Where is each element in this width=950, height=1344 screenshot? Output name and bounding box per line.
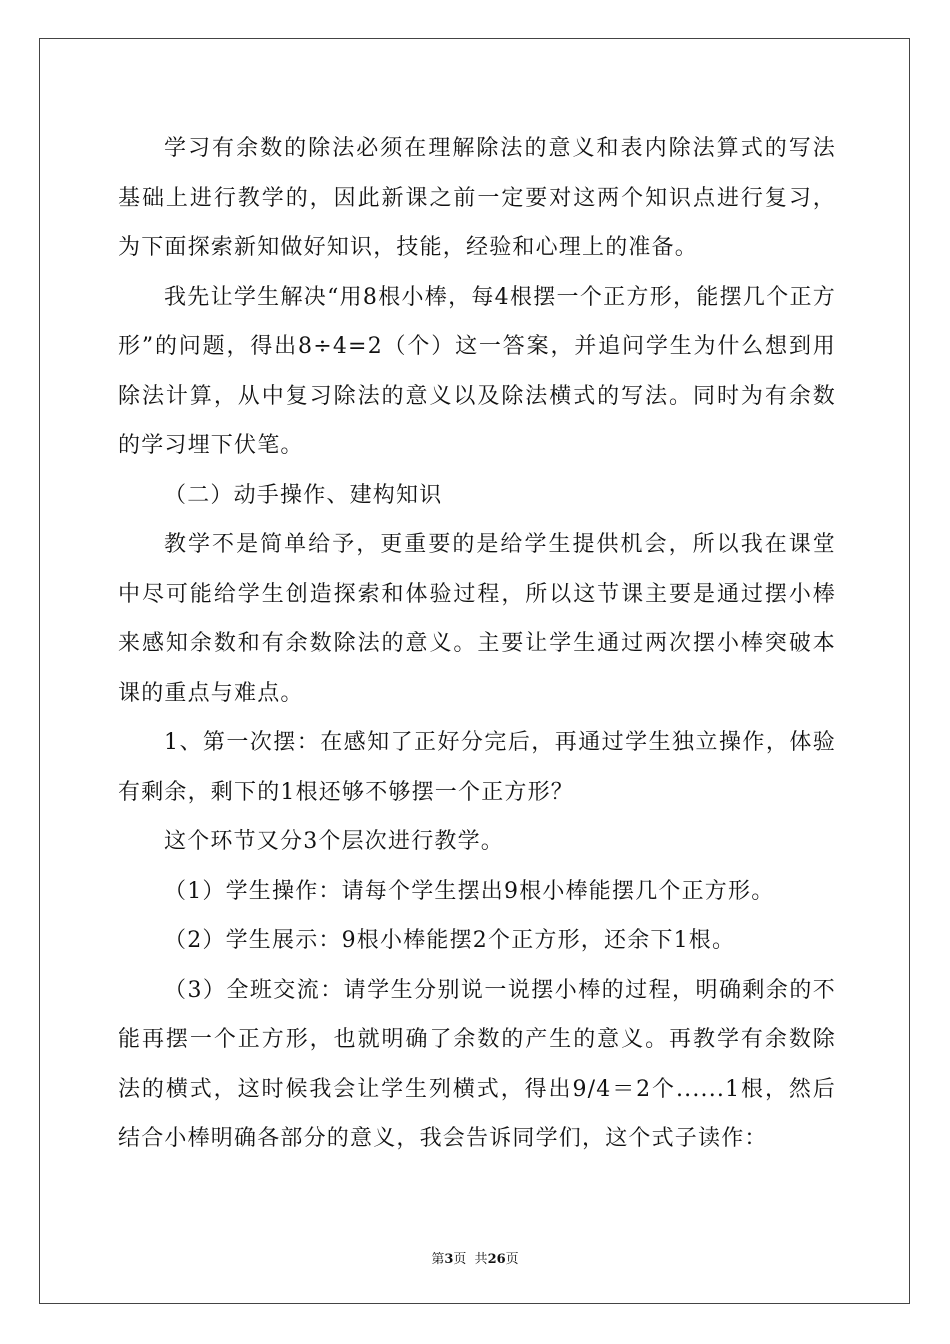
paragraph-teaching-approach: 教学不是简单给予，更重要的是给学生提供机会，所以我在课堂中尽可能给学生创造探索和体验过程，所以这节课主要是通过摆小棒来感知余数和有余数除法的意义。主要让学生通过两次摆小棒突破本课的重点与难点。 [118,532,836,706]
footer-page-prefix: 第 [431,1252,445,1267]
paragraph-first-arrangement: 1、第一次摆：在感知了正好分完后，再通过学生独立操作，体验有剩余，剩下的1根还够不够摆一个正方形？ [118,730,836,805]
footer-page-suffix: 页 [453,1252,467,1267]
footer-page-number: 3 [444,1252,454,1267]
footer-total-pages: 26 [487,1252,506,1267]
paragraph-three-levels: 这个环节又分3个层次进行教学。 [164,829,504,854]
footer-total-suffix: 页 [505,1252,519,1267]
list-item-student-operation: （1）学生操作：请每个学生摆出9根小棒能摆几个正方形。 [164,878,775,904]
section-heading-hands-on: （二）动手操作、建构知识 [164,482,443,508]
page-footer [0,1248,950,1267]
document-body [118,124,836,1164]
list-item-class-discussion: （3）全班交流：请学生分别说一说摆小棒的过程，明确剩余的不能再摆一个正方形，也就明确了余数的产生的意义。再教学有余数除法的横式，这时候我会让学生列横式，得出9/4＝2个......1根，然后结合小棒明确各部分的意义，我会告诉同学们，这个式子读作： [118,977,836,1151]
paragraph-review-intro: 学习有余数的除法必须在理解除法的意义和表内除法算式的写法基础上进行教学的，因此新课之前一定要对这两个知识点进行复习，为下面探索新知做好知识，技能，经验和心理上的准备。 [118,136,836,260]
paragraph-stick-problem: 我先让学生解决“用8根小棒，每4根摆一个正方形，能摆几个正方形”的问题，得出8÷4=2（个）这一答案，并追问学生为什么想到用除法计算，从中复习除法的意义以及除法横式的写法。同时为有余数的学习埋下伏笔。 [118,284,836,458]
footer-total-prefix: 共 [474,1252,488,1267]
list-item-student-display: （2）学生展示：9根小棒能摆2个正方形，还余下1根。 [164,928,736,953]
